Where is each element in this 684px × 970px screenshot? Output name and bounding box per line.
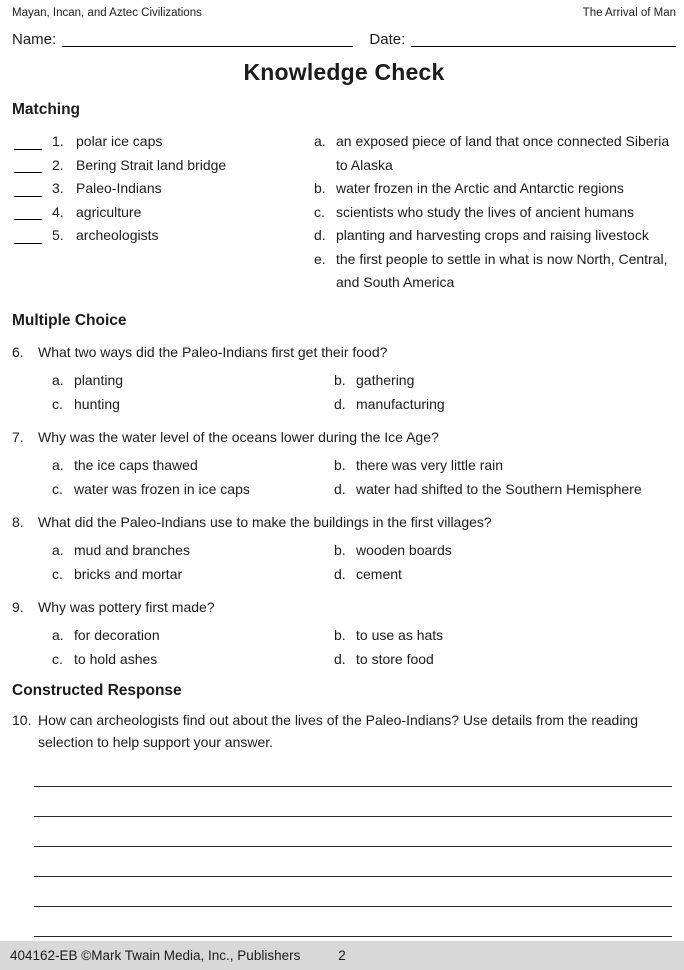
option-text: mud and branches (74, 541, 190, 558)
publisher-credit: 404162-EB ©Mark Twain Media, Inc., Publishers (10, 948, 301, 963)
date-blank-line (411, 29, 676, 47)
option-text: the ice caps thawed (74, 456, 198, 473)
matching-term-row (12, 224, 314, 248)
answer-line (34, 817, 672, 847)
option-a (52, 370, 334, 391)
chapter-title: The Arrival of Man (582, 7, 676, 19)
question-line (12, 512, 676, 533)
definition-text: scientists who study the lives of ancient humans (336, 203, 635, 220)
question-number: 8. (12, 513, 24, 530)
name-blank-line (62, 29, 353, 47)
matching-term-row (12, 130, 314, 154)
option-c (52, 394, 334, 415)
option-a (52, 455, 334, 476)
option-text: water had shifted to the Southern Hemisphere (356, 480, 642, 497)
question-line (12, 597, 676, 618)
option-letter: b. (334, 626, 346, 643)
option-letter: d. (334, 395, 346, 412)
matching-definition-row (314, 130, 676, 177)
matching-answer-blank (14, 179, 42, 197)
option-letter: d. (334, 650, 346, 667)
answer-line (34, 847, 672, 877)
definition-letter: d. (314, 227, 326, 243)
definition-letter: a. (314, 133, 326, 149)
options-grid (12, 370, 676, 415)
mc-question-8 (12, 512, 676, 585)
matching-section (12, 130, 676, 295)
mc-question-6 (12, 342, 676, 415)
answer-line (34, 787, 672, 817)
matching-answer-blank (14, 202, 42, 220)
option-letter: a. (52, 456, 64, 473)
matching-term-row (12, 201, 314, 225)
page-footer (0, 941, 684, 970)
option-text: gathering (356, 371, 415, 388)
option-d (334, 649, 676, 670)
question-number: 10. (12, 711, 32, 728)
option-d (334, 479, 676, 500)
answer-lines (34, 757, 672, 937)
question-line (12, 342, 676, 363)
term-text: agriculture (76, 203, 142, 220)
question-text: Why was pottery first made? (38, 598, 215, 615)
option-text: to store food (356, 650, 434, 667)
constructed-response-heading: Constructed Response (12, 681, 182, 699)
option-letter: c. (52, 395, 63, 412)
question-number: 9. (12, 598, 24, 615)
mc-question-7 (12, 427, 676, 500)
page-number: 2 (338, 948, 346, 963)
matching-definition-row (314, 201, 676, 225)
definition-letter: e. (314, 250, 326, 267)
option-letter: c. (52, 650, 63, 667)
book-title: Mayan, Incan, and Aztec Civilizations (12, 7, 202, 19)
term-text: Bering Strait land bridge (76, 156, 227, 173)
option-c (52, 649, 334, 670)
matching-heading: Matching (12, 101, 81, 118)
options-grid (12, 625, 676, 670)
page-title: Knowledge Check (243, 59, 445, 85)
term-number: 4. (52, 203, 64, 220)
matching-terms-column (12, 130, 314, 295)
definition-text: an exposed piece of land that once connected Siberia to Alaska (336, 133, 670, 173)
option-letter: b. (334, 371, 346, 388)
option-c (52, 564, 334, 585)
term-number: 1. (52, 133, 64, 149)
matching-answer-blank (14, 132, 42, 150)
answer-line (34, 877, 672, 907)
name-date-row (12, 29, 676, 49)
term-text: archeologists (76, 227, 159, 243)
term-text: Paleo-Indians (76, 180, 162, 196)
option-letter: d. (334, 565, 346, 582)
matching-definition-row (314, 177, 676, 201)
definition-text: planting and harvesting crops and raising livestock (336, 227, 649, 243)
option-a (52, 540, 334, 561)
option-letter: b. (334, 456, 346, 473)
question-number: 6. (12, 343, 24, 360)
option-text: to use as hats (356, 626, 444, 643)
definition-letter: c. (314, 203, 325, 220)
term-number: 2. (52, 156, 64, 173)
option-b (334, 370, 676, 391)
option-text: bricks and mortar (74, 565, 183, 582)
question-text: What did the Paleo-Indians use to make the buildings in the first villages? (38, 513, 492, 530)
option-text: for decoration (74, 626, 160, 643)
definition-text: water frozen in the Arctic and Antarctic regions (336, 180, 624, 196)
answer-line (34, 907, 672, 937)
option-letter: a. (52, 371, 64, 388)
term-number: 5. (52, 227, 64, 243)
option-c (52, 479, 334, 500)
option-b (334, 455, 676, 476)
definition-text: the first people to settle in what is now North, Central, and South America (336, 250, 668, 290)
question-line (12, 427, 676, 448)
term-number: 3. (52, 180, 64, 196)
matching-term-row (12, 154, 314, 178)
option-b (334, 540, 676, 561)
option-text: planting (74, 371, 124, 388)
option-letter: d. (334, 480, 346, 497)
date-label: Date: (369, 31, 406, 48)
option-letter: c. (52, 565, 63, 582)
option-text: there was very little rain (356, 456, 504, 473)
option-text: wooden boards (356, 541, 452, 558)
option-d (334, 394, 676, 415)
option-text: to hold ashes (74, 650, 158, 667)
option-text: cement (356, 565, 402, 582)
option-letter: a. (52, 626, 64, 643)
term-text: polar ice caps (76, 133, 163, 149)
option-a (52, 625, 334, 646)
option-text: manufacturing (356, 395, 445, 412)
matching-definition-row (314, 224, 676, 248)
question-text: What two ways did the Paleo-Indians first get their food? (38, 343, 388, 360)
name-label: Name: (12, 31, 57, 48)
multiple-choice-heading: Multiple Choice (12, 311, 127, 329)
option-d (334, 564, 676, 585)
mc-question-9 (12, 597, 676, 670)
matching-definition-row (314, 248, 676, 295)
answer-line (34, 757, 672, 787)
matching-answer-blank (14, 226, 42, 244)
option-text: hunting (74, 395, 120, 412)
matching-definitions-column (314, 130, 676, 295)
question-text: How can archeologists find out about the lives of the Paleo-Indians? Use details from the reading selection to help support your answer. (38, 711, 639, 750)
option-letter: c. (52, 480, 63, 497)
question-text: Why was the water level of the oceans lower during the Ice Age? (38, 428, 439, 445)
options-grid (12, 540, 676, 585)
options-grid (12, 455, 676, 500)
option-text: water was frozen in ice caps (74, 480, 250, 497)
matching-term-row (12, 177, 314, 201)
running-header (12, 6, 676, 20)
matching-answer-blank (14, 155, 42, 173)
cr-question-10 (12, 709, 676, 753)
definition-letter: b. (314, 180, 326, 196)
option-b (334, 625, 676, 646)
question-number: 7. (12, 428, 24, 445)
option-letter: a. (52, 541, 64, 558)
option-letter: b. (334, 541, 346, 558)
